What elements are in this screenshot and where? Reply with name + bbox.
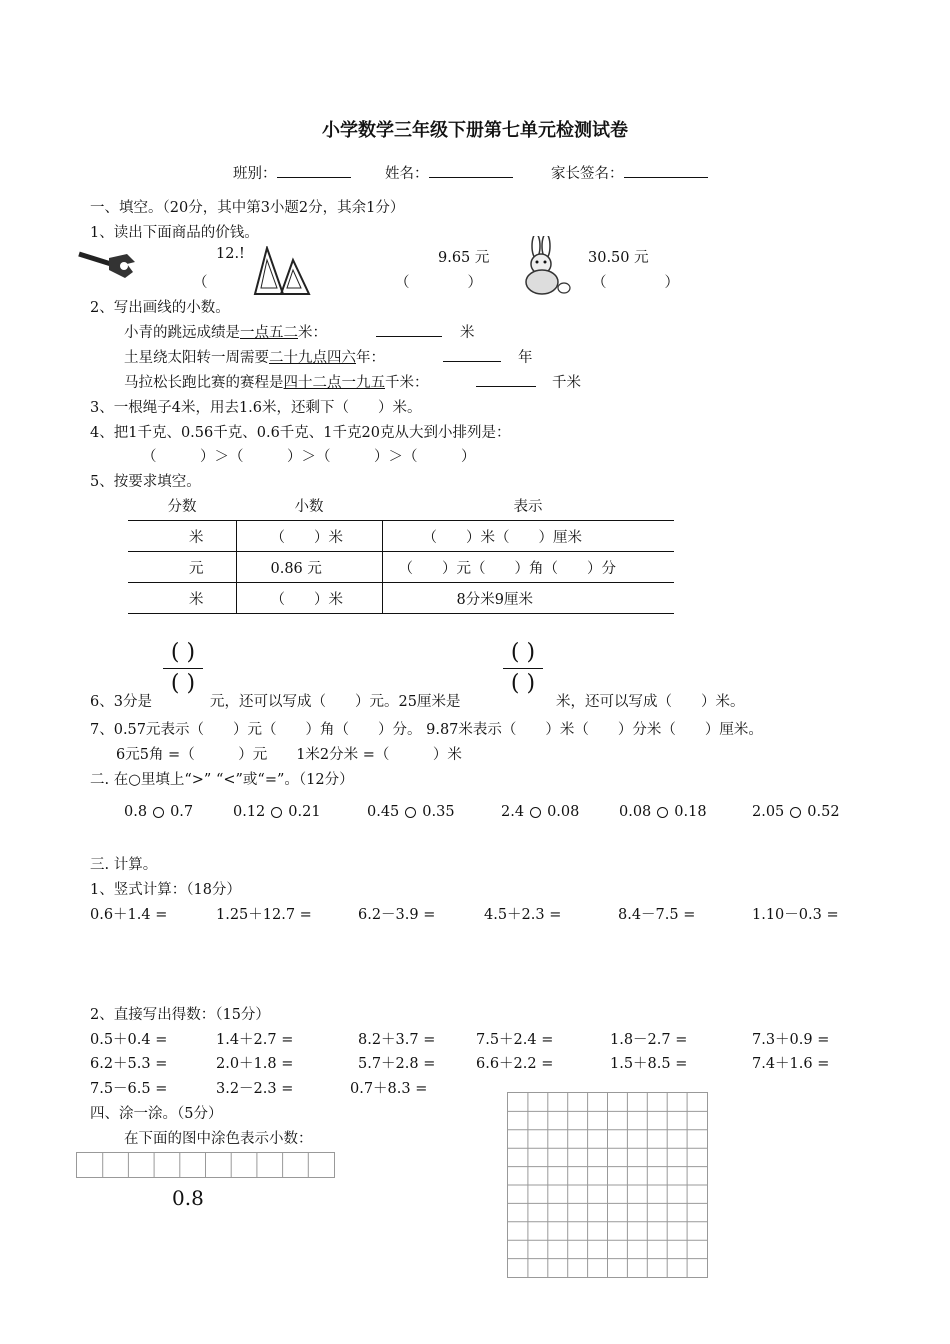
table-row [128,521,674,552]
hundred-grid[interactable] [507,1092,708,1278]
calc-item: 0.6＋1.4 = [90,907,168,923]
calc-item: 1.5＋8.5 = [610,1056,688,1072]
table-cell[interactable]: （ ）米（ ）厘米 [382,521,674,552]
q2-blank-3[interactable] [476,372,536,387]
q6-mid: 元，还可以写成（ ）元。25厘米是 [210,694,461,710]
q4-order[interactable]: （ ）＞（ ）＞（ ）＞（ ） [142,449,476,465]
compare-circle[interactable] [405,807,416,818]
class-field[interactable]: 班别： [233,162,351,183]
table-cell[interactable]: （ ）米 [236,583,382,614]
q7-line-2: 6元5角 =（ ）元 1米2分米 =（ ）米 [116,747,462,763]
calc-item: 2.0＋1.8 = [216,1056,294,1072]
shade-instruction: 在下面的图中涂色表示小数： [124,1131,313,1147]
table-cell[interactable]: 米 [128,583,236,614]
table-cell[interactable]: （ ）元（ ）角（ ）分 [382,552,674,583]
answer-paren-2[interactable]: （ ） [395,275,482,291]
calc-item: 6.2＋5.3 = [90,1056,168,1072]
q2-blank-2[interactable] [443,347,501,362]
calc-item: 1.4＋2.7 = [216,1032,294,1048]
calc-item: 6.2－3.9 = [358,907,436,923]
table-header: 分数 [128,490,236,521]
q2-label: 2、写出画线的小数。 [90,300,230,316]
compare-item: 0.45 0.35 [367,804,455,820]
q3-text: 3、一根绳子4米，用去1.6米，还剩下（ ）米。 [90,400,422,416]
price-3: 30.50 元 [588,250,649,266]
fraction-blank-2[interactable]: ( ) ( ) [501,639,545,698]
wrench-image [75,246,141,282]
calc-item: 7.4＋1.6 = [752,1056,830,1072]
calc-item: 7.5－6.5 = [90,1081,168,1097]
table-cell[interactable]: （ ）米 [236,521,382,552]
set-square-image [253,246,311,298]
page-title: 小学数学三年级下册第七单元检测试卷 [322,120,628,141]
q6-post: 米，还可以写成（ ）米。 [556,694,745,710]
table-cell: 0.86 元 [236,552,382,583]
section4-heading: 四、涂一涂。（5分） [90,1106,223,1122]
parent-signature-field[interactable]: 家长签名： [551,162,708,183]
compare-item: 2.05 0.52 [752,804,840,820]
calc-item: 7.5＋2.4 = [476,1032,554,1048]
calc-item: 4.5＋2.3 = [484,907,562,923]
q7-line-1: 7、0.57元表示（ ）元（ ）角（ ）分。 9.87米表示（ ）米（ ）分米（ ）厘米。 [90,722,763,738]
table-header-row [128,490,674,521]
table-row [128,583,674,614]
calc-item: 1.25＋12.7 = [216,907,312,923]
answer-paren-3[interactable]: （ ） [592,275,679,291]
price-1: 12.! [216,246,245,262]
compare-circle[interactable] [271,807,282,818]
fraction-blank-1[interactable]: ( ) ( ) [161,639,205,698]
q2-unit-2: 年 [518,350,533,366]
calc-item: 0.5＋0.4 = [90,1032,168,1048]
calc-item: 1.10－0.3 = [752,907,839,923]
compare-circle[interactable] [153,807,164,818]
q1-label: 1、读出下面商品的价钱。 [90,225,259,241]
q2-blank-1[interactable] [376,322,442,337]
price-2: 9.65 元 [438,250,490,266]
calc-item: 8.2＋3.7 = [358,1032,436,1048]
q5-label: 5、按要求填空。 [90,474,201,490]
q2-line-3: 马拉松长跑比赛的赛程是四十二点一九五千米： [124,375,429,391]
rabbit-toy-image [506,236,576,298]
section2-heading: 二. 在○里填上“>” “<”或“=”。（12分） [90,772,354,788]
table-cell[interactable]: 元 [128,552,236,583]
calc-item: 3.2－2.3 = [216,1081,294,1097]
shade-strip[interactable] [76,1152,335,1178]
compare-circle[interactable] [657,807,668,818]
q2-unit-3: 千米 [552,375,581,391]
shade-value: 0.8 [172,1186,204,1210]
q6-pre: 6、3分是 [90,694,152,710]
compare-circle[interactable] [530,807,541,818]
table-header: 表示 [382,490,674,521]
table-cell: 8分米9厘米 [382,583,674,614]
q2-line-1: 小青的跳远成绩是一点五二米： [124,325,327,341]
answer-paren-1[interactable]: （ [193,275,208,291]
q2-line-2: 土星绕太阳转一周需要二十九点四六年： [124,350,385,366]
calc-item: 5.7＋2.8 = [358,1056,436,1072]
calc-item: 7.3＋0.9 = [752,1032,830,1048]
calc-item: 8.4－7.5 = [618,907,696,923]
compare-item: 2.4 0.08 [501,804,580,820]
calc-item: 1.8－2.7 = [610,1032,688,1048]
conversion-table [128,490,674,614]
compare-item: 0.12 0.21 [233,804,321,820]
section3-heading: 三. 计算。 [90,857,158,873]
compare-item: 0.8 0.7 [124,804,194,820]
direct-calc-label: 2、直接写出得数：（15分） [90,1007,270,1023]
table-header: 小数 [236,490,382,521]
name-field[interactable]: 姓名： [385,162,513,183]
calc-item: 0.7＋8.3 = [350,1081,428,1097]
compare-circle[interactable] [790,807,801,818]
vertical-calc-label: 1、竖式计算：（18分） [90,882,241,898]
compare-item: 0.08 0.18 [619,804,707,820]
section1-heading: 一、填空。（20分，其中第3小题2分，其余1分） [90,200,405,216]
table-cell[interactable]: 米 [128,521,236,552]
q2-unit-1: 米 [460,325,475,341]
q4-label: 4、把1千克、0.56千克、0.6千克、1千克20克从大到小排列是： [90,425,511,441]
table-row [128,552,674,583]
calc-item: 6.6＋2.2 = [476,1056,554,1072]
